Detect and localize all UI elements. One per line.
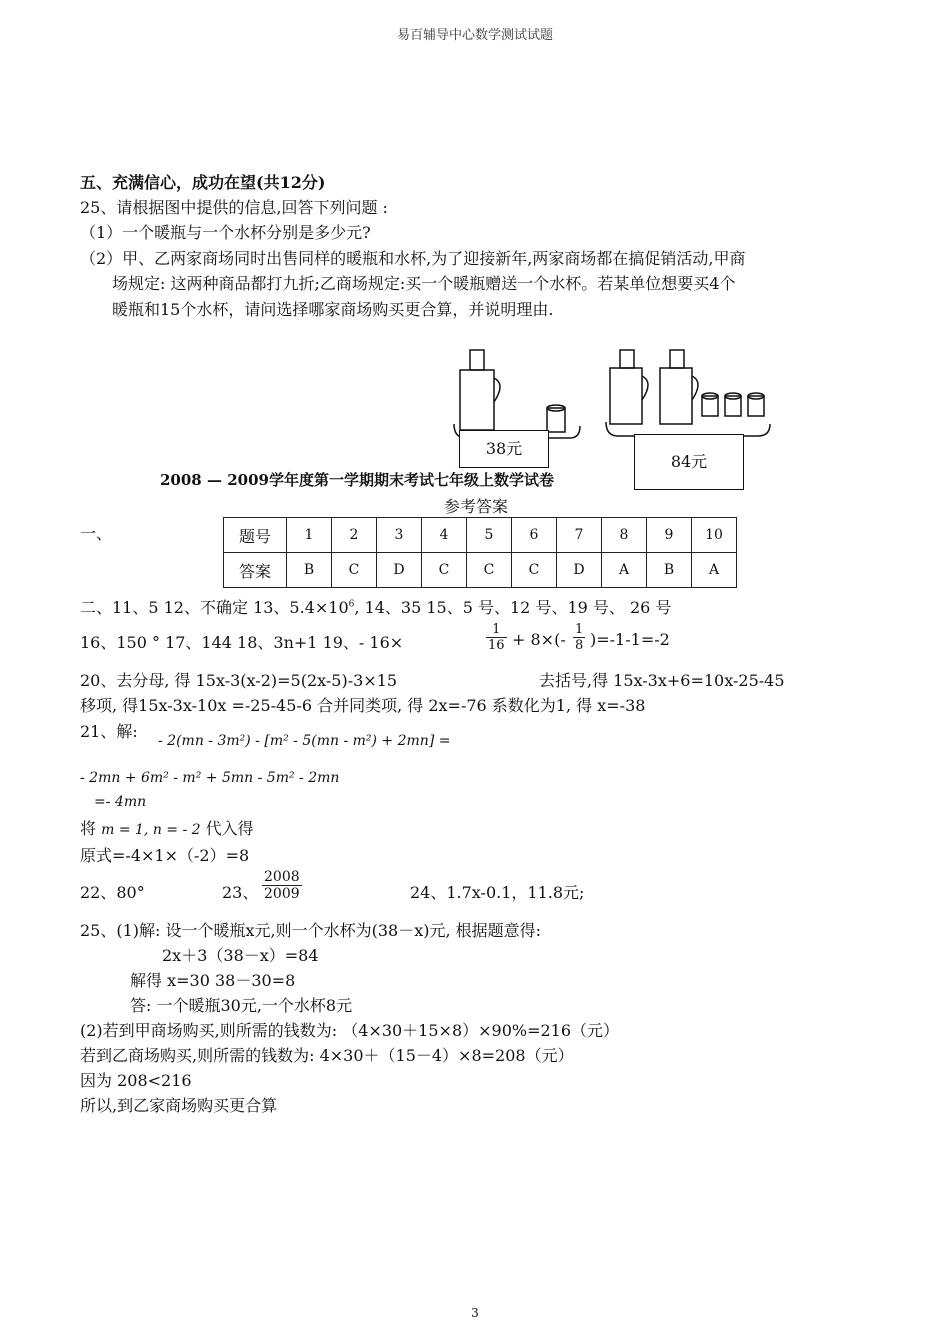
answer-25c: 解得 x=30 38－30=8	[130, 971, 296, 990]
answer-line-11-18	[80, 595, 671, 618]
answer-25e: (2)若到甲商场购买,则所需的钱数为: （4×30＋15×8）×90%=216（元）	[80, 1021, 620, 1040]
math-21c: =- 4mn	[94, 794, 147, 810]
fraction-1-16	[486, 622, 507, 653]
numerator: 1	[575, 622, 584, 637]
denominator: 8	[575, 638, 584, 653]
q25-part1: （1）一个暖瓶与一个水杯分别是多少元?	[80, 223, 371, 242]
table-head-answer: 答案	[224, 553, 287, 588]
q25-part2-line2: 场规定: 这两种商品都打九折;乙商场规定:买一个暖瓶赠送一个水杯。若某单位想要买4个	[112, 274, 736, 293]
answers-title: 2008 — 2009学年度第一学期期末考试七年级上数学试卷	[160, 471, 554, 489]
denominator: 2009	[264, 886, 300, 902]
table-row	[224, 553, 737, 588]
answer-text: 将	[80, 819, 97, 838]
table-head-number: 题号	[224, 518, 287, 553]
price-box-38: 38元	[459, 430, 549, 468]
answer-25h: 所以,到乙家商场购买更合算	[80, 1096, 278, 1115]
part1-label: 一、	[80, 524, 113, 543]
table-cell: B	[287, 553, 332, 588]
answer-text: + 8×(-	[512, 630, 566, 649]
answer-25f: 若到乙商场购买,则所需的钱数为: 4×30＋（15－4）×8=208（元）	[80, 1046, 574, 1065]
table-cell: D	[557, 553, 602, 588]
price-box-84: 84元	[634, 434, 744, 490]
table-cell: 5	[467, 518, 512, 553]
math-21b: - 2mn + 6m² - m² + 5mn - 5m² - 2mn	[80, 770, 340, 786]
table-cell: 2	[332, 518, 377, 553]
page-number: 3	[471, 1306, 479, 1320]
exponent: 6	[348, 599, 355, 610]
table-cell: C	[422, 553, 467, 588]
math-substitution: m = 1, n = - 2	[101, 822, 201, 838]
table-cell: 10	[692, 518, 737, 553]
answer-table	[223, 517, 737, 588]
math-21a: - 2(mn - 3m²) - [m² - 5(mn - m²) + 2mn] =	[158, 733, 451, 749]
answer-21d	[80, 816, 254, 839]
answer-21e: 原式=-4×1×（-2）=8	[80, 846, 250, 865]
section5-title: 五、充满信心，成功在望(共12分)	[80, 173, 326, 192]
table-cell: 9	[647, 518, 692, 553]
answer-line-16-19: 16、150 ° 17、144 18、3n+1 19、- 16×	[80, 633, 404, 652]
table-cell: A	[692, 553, 737, 588]
table-row	[224, 518, 737, 553]
table-cell: C	[467, 553, 512, 588]
answer-25d: 答: 一个暖瓶30元,一个水杯8元	[130, 996, 353, 1015]
thermos-icon	[460, 370, 494, 430]
answer-23-label: 23、	[222, 883, 259, 902]
table-cell: B	[647, 553, 692, 588]
q25-text: 25、请根据图中提供的信息,回答下列问题 :	[80, 198, 388, 217]
answer-25a: 25、(1)解: 设一个暖瓶x元,则一个水杯为(38－x)元, 根据题意得:	[80, 921, 542, 940]
table-cell: 7	[557, 518, 602, 553]
answer-21-label: 21、解:	[80, 722, 138, 741]
table-cell: D	[377, 553, 422, 588]
answer-20c: 移项, 得15x-3x-10x =-25-45-6 合并同类项, 得 2x=-76 系数化为1, 得 x=-38	[80, 696, 646, 715]
thermos-cap-icon	[470, 350, 484, 370]
answer-text: 二、11、5 12、不确定 13、5.4×10	[80, 598, 349, 617]
answer-text: 代入得	[205, 819, 254, 838]
table-cell: A	[602, 553, 647, 588]
answer-22: 22、80°	[80, 883, 145, 902]
page-header: 易百辅导中心数学测试试题	[396, 28, 553, 43]
answer-25b: 2x＋3（38－x）=84	[162, 946, 319, 965]
answer-20a: 20、去分母, 得 15x-3(x-2)=5(2x-5)-3×15	[80, 671, 398, 690]
table-cell: 1	[287, 518, 332, 553]
answer-text: , 14、35 15、5 号、12 号、19 号、 26 号	[354, 598, 672, 617]
numerator: 1	[486, 622, 507, 638]
table-cell: 8	[602, 518, 647, 553]
table-cell: 6	[512, 518, 557, 553]
denominator: 16	[488, 638, 505, 653]
thermos-icon	[610, 368, 642, 424]
thermos-icon	[660, 368, 692, 424]
table-cell: 4	[422, 518, 467, 553]
answer-20b: 去括号,得 15x-3x+6=10x-25-45	[539, 671, 785, 690]
q25-part2-line3: 暖瓶和15个水杯，请问选择哪家商场购买更合算，并说明理由.	[112, 300, 554, 319]
answer-24: 24、1.7x-0.1，11.8元;	[410, 883, 585, 902]
answer-25g: 因为 208<216	[80, 1071, 192, 1090]
fraction-2008-2009	[262, 869, 302, 902]
q25-part2-line1: （2）甲、乙两家商场同时出售同样的暖瓶和水杯,为了迎接新年,两家商场都在搞促销活动,甲商	[80, 249, 746, 268]
answers-subtitle: 参考答案	[444, 497, 509, 516]
answer-text: )=-1-1=-2	[590, 630, 670, 649]
table-cell: C	[512, 553, 557, 588]
fraction-1-8	[573, 622, 585, 653]
numerator: 2008	[264, 869, 300, 885]
table-cell: C	[332, 553, 377, 588]
table-cell: 3	[377, 518, 422, 553]
